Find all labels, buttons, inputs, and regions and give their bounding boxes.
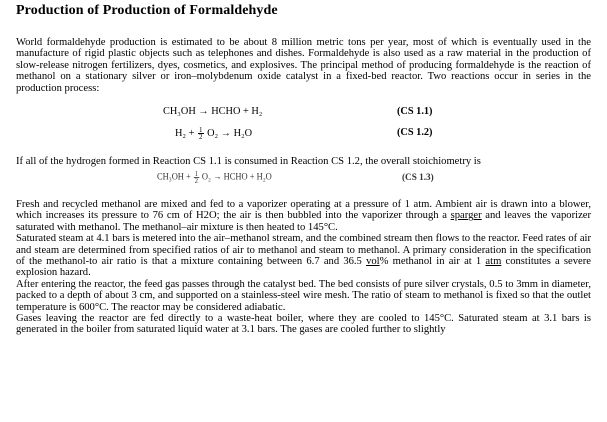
overall-sentence [16, 156, 591, 167]
reaction-1-label: (CS 1.1) [397, 106, 433, 117]
reaction-2-fraction [198, 127, 204, 140]
reaction-2-products: H₂O [233, 127, 253, 139]
reaction-3-reactants-b: O₂ [201, 171, 211, 182]
intro-paragraph-text: World formaldehyde production is estimated to be about 8 million metric tons per year, most of which is eventually used in the manufacture of rigid plastic objects such as telephones and dishes. Formaldehyde is also used as a raw material in the production of slow-release nitrogen fertilizers, dyes, cosmetics, and explosives. The principal method of producing formaldehyde is the reaction of methanol on a stationary silver or iron–molybdenum oxide catalyst in a fixed-bed reactor. Two reactions occur in series in the production process: [16, 37, 591, 94]
process-description [16, 199, 591, 336]
reaction-1-products: HCHO + H₂ [211, 106, 263, 117]
reaction-1-arrow: → [198, 106, 209, 117]
fresh-methanol-text-2: and leaves the vaporizer saturated with methanol. The methanol–air mixture is then heated to 145°C. [16, 210, 592, 233]
reaction-2-arrow: → [220, 127, 231, 139]
reaction-3-label: (CS 1.3) [402, 172, 434, 182]
paragraph-fresh-methanol [16, 199, 591, 233]
fresh-methanol-text-1: Fresh and recycled methanol are mixed and fed to a vaporizer operating at a pressure of 1 atm. Ambient air is drawn into a blower, which increases its pressure to 76 cm of H2O; the air is then bubbled into the vaporizer through a [16, 199, 591, 222]
document-title: Production of Production of Formaldehyde [16, 3, 278, 18]
reaction-3-products: HCHO + H₂O [223, 171, 272, 182]
paragraph-steam [16, 233, 591, 279]
sparger-term: sparger [450, 210, 482, 222]
paragraph-boiler: Gases leaving the reactor are fed directly to a waste-heat boiler, where they are cooled to 145°C. Saturated steam at 3.1 bars is generated in the boiler from saturated liquid water at 3.1 bars. The gases are cooled further to slightly [16, 313, 591, 336]
reaction-3-reactants-a: CH₃OH + [157, 171, 191, 182]
intro-paragraph [16, 37, 591, 94]
reaction-2-reactants-b: O₂ [207, 127, 219, 139]
reaction-cs-1-1 [163, 106, 262, 117]
vol-term: vol [366, 256, 380, 268]
reaction-3-fraction [194, 171, 199, 184]
reaction-2-frac-num: 1 [199, 126, 203, 134]
reaction-cs-1-2 [175, 127, 252, 140]
paragraph-reactor: After entering the reactor, the feed gas passes through the catalyst bed. The bed consists of pure silver crystals, 0.5 to 3mm in diameter, packed to a depth of about 3 cm, and supported on a stainless-steel wire mesh. The ratio of steam to methanol is fixed so that the outlet temperature is 600°C. The reactor may be considered adiabatic. [16, 278, 591, 313]
overall-sentence-text: If all of the hydrogen formed in Reaction CS 1.1 is consumed in Reaction CS 1.2, the overall stoichiometry is [16, 156, 481, 167]
atm-term: atm [485, 256, 502, 268]
steam-text-1: Saturated steam at 4.1 bars is metered into the air–methanol stream, and the combined stream then flows to the reactor. Feed rates of air and steam are determined from specified ratios of air to methanol and steam to methanol. A primary consideration in the specification of the methanol-to air ratio is that a mixture containing between 6.7 and 36.5 [16, 233, 591, 268]
reaction-cs-1-3 [157, 171, 272, 184]
steam-text-3: constitutes a severe explosion hazard. [16, 256, 591, 279]
reaction-3-frac-num: 1 [194, 170, 198, 178]
reaction-2-reactants-a: H₂ + [175, 127, 195, 139]
reaction-2-label: (CS 1.2) [397, 127, 433, 138]
reaction-1-reactants: CH₃OH [163, 106, 196, 117]
reaction-2-frac-den: 2 [199, 133, 203, 141]
reaction-3-frac-den: 2 [194, 177, 198, 185]
steam-text-2: % methanol in air at 1 [379, 256, 486, 268]
reaction-3-arrow: → [213, 171, 222, 182]
